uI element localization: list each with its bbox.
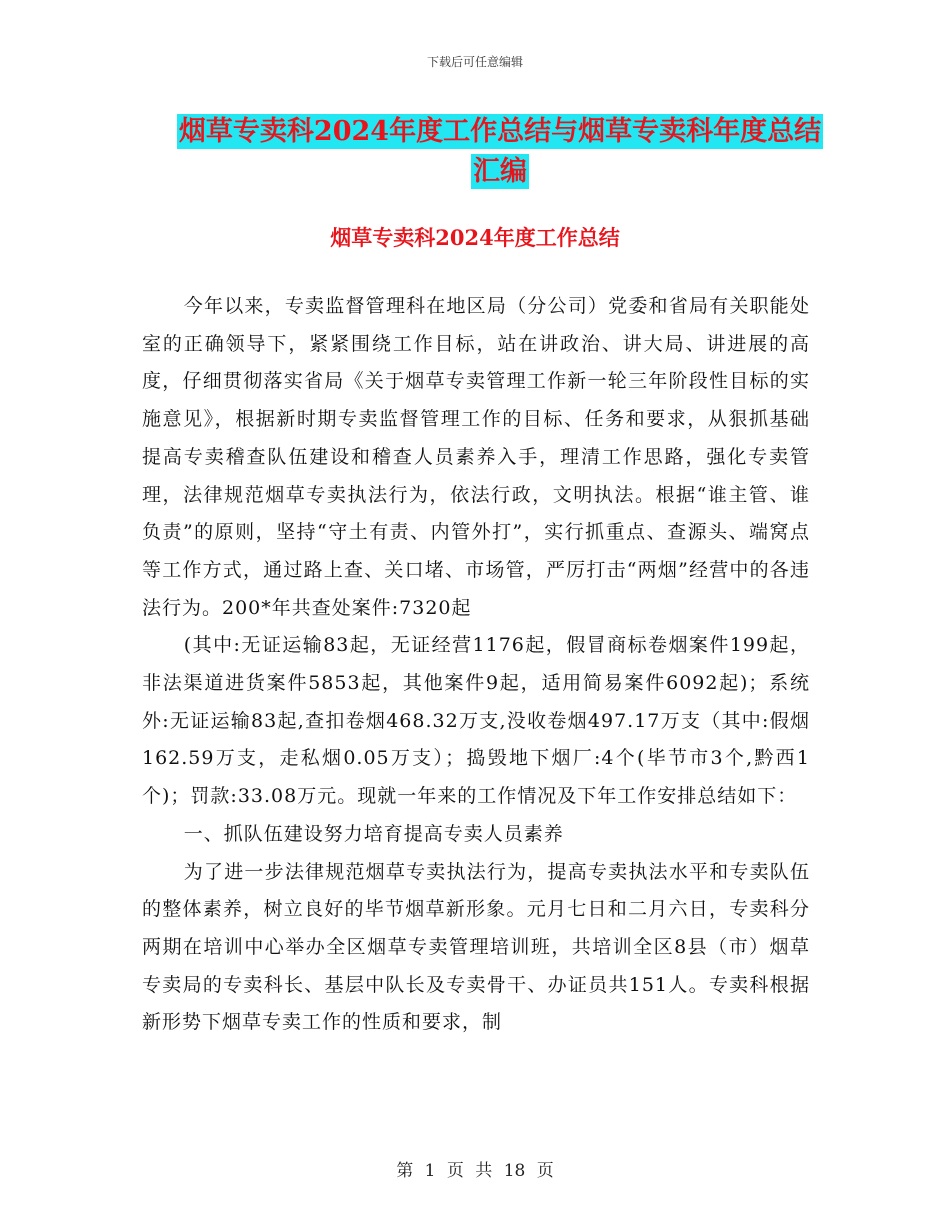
body-paragraph: 今年以来，专卖监督管理科在地区局（分公司）党委和省局有关职能处室的正确领导下，紧紧围绕工作目标，站在讲政治、讲大局、讲进展的高度，仔细贯彻落实省局《关于烟草专卖管理工作新一轮三年阶段性目标的实施意见》，根据新时期专卖监督管理工作的目标、任务和要求，从狠抓基础提高专卖稽查队伍建设和稽查人员素养入手，理清工作思路，强化专卖管理，法律规范烟草专卖执法行为，依法行政，文明执法。根据“谁主管、谁负责”的原则，坚持“守土有责、内管外打”，实行抓重点、查源头、端窝点等工作方式，通过路上查、关口堵、市场管，严厉打击“两烟”经营中的各违法行为。200*年共查处案件:7320起 [142, 295, 810, 619]
document-title-line-2: 汇编 [473, 156, 527, 187]
page-header-note: 下载后可任意编辑 [426, 55, 523, 69]
document-title-line-1: 烟草专卖科2024年度工作总结与烟草专卖科年度总结 [178, 116, 822, 147]
section-title: 烟草专卖科2024年度工作总结 [330, 225, 620, 250]
document-title [140, 112, 860, 192]
page-number-footer: 第 1 页 共 18 页 [396, 1161, 554, 1181]
body-paragraph: (其中:无证运输83起，无证经营1176起，假冒商标卷烟案件199起，非法渠道进货案件5853起，其他案件9起，适用简易案件6092起)；系统外:无证运输83起,查扣卷烟468.32万支,没收卷烟497.17万支（其中:假烟162.59万支，走私烟0.05万支）；捣毁地下烟厂:4个(毕节市3个,黔西1个)；罚款:33.08万元。现就一年来的工作情况及下年工作安排总结如下： [142, 634, 810, 808]
subsection-heading: 一、抓队伍建设努力培育提高专卖人员素养 [183, 822, 564, 845]
body-paragraph: 为了进一步法律规范烟草专卖执法行为，提高专卖执法水平和专卖队伍的整体素养，树立良好的毕节烟草新形象。元月七日和二月六日，专卖科分两期在培训中心举办全区烟草专卖管理培训班，共培训全区8县（市）烟草专卖局的专卖科长、基层中队长及专卖骨干、办证员共151人。专卖科根据新形势下烟草专卖工作的性质和要求，制 [142, 860, 810, 1034]
document-body [142, 288, 810, 1042]
